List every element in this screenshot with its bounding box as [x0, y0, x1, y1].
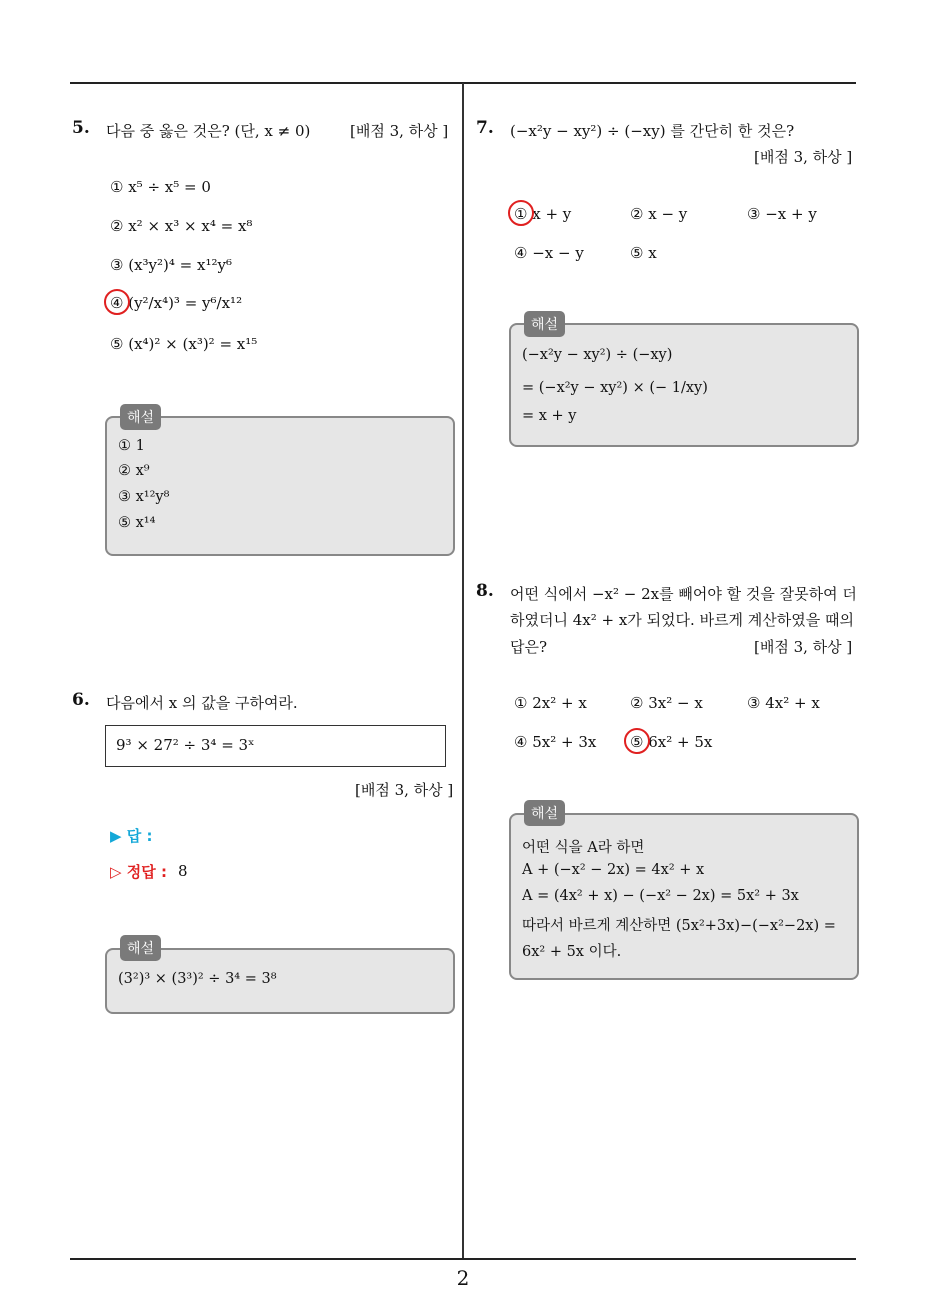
- page-number: 2: [456, 1266, 470, 1290]
- q7-solution-line-2: = (−x²y − xy²) × (− 1/xy): [522, 380, 708, 396]
- q7-text: (−x²y − xy²) ÷ (−xy) 를 간단히 한 것은?: [510, 122, 795, 140]
- q8-score: [배점 3, 하상 ]: [754, 638, 853, 656]
- q7-number: 7.: [476, 118, 494, 138]
- q8-solution-tag: 해설: [524, 800, 565, 826]
- q5-marked-answer-circle: [104, 289, 130, 315]
- q8-marked-answer-circle: [624, 728, 650, 754]
- q5-number: 5.: [72, 118, 90, 138]
- q8-text-line-2: 하였더니 4x² + x가 되었다. 바르게 계산하였을 때의: [510, 611, 855, 629]
- column-divider: [462, 83, 464, 1258]
- q6-solution-line-1: (3²)³ × (3³)² ÷ 3⁴ = 3⁸: [118, 971, 277, 987]
- q5-solution-tag: 해설: [120, 404, 161, 430]
- q8-choice-1[interactable]: ① 2x² + x: [514, 694, 587, 712]
- q6-text: 다음에서 x 의 값을 구하여라.: [106, 694, 298, 712]
- q5-solution-line-4: ⑤ x¹⁴: [118, 515, 156, 531]
- q6-solution-tag: 해설: [120, 935, 161, 961]
- q7-choice-4[interactable]: ④ −x − y: [514, 244, 584, 262]
- q6-expression: 9³ × 27² ÷ 3⁴ = 3ˣ: [116, 736, 255, 754]
- q8-number: 8.: [476, 581, 494, 601]
- q7-choice-3[interactable]: ③ −x + y: [747, 205, 817, 223]
- q6-score: [배점 3, 하상 ]: [355, 781, 454, 799]
- q7-score: [배점 3, 하상 ]: [754, 148, 853, 166]
- q7-solution-line-3: = x + y: [522, 408, 577, 424]
- q7-choice-2[interactable]: ② x − y: [630, 205, 688, 223]
- q6-correct-label: ▷ 정답 :: [110, 863, 167, 881]
- q6-number: 6.: [72, 690, 90, 710]
- q5-choice-2[interactable]: ② x² × x³ × x⁴ = x⁸: [110, 217, 253, 235]
- q7-solution-line-1: (−x²y − xy²) ÷ (−xy): [522, 347, 673, 363]
- q6-answer-label: ▶ 답 :: [110, 827, 153, 845]
- q5-choice-5[interactable]: ⑤ (x⁴)² × (x³)² = x¹⁵: [110, 335, 258, 353]
- q5-score: [배점 3, 하상 ]: [350, 122, 449, 140]
- q7-choice-1[interactable]: ① x + y: [514, 205, 572, 223]
- q8-choice-3[interactable]: ③ 4x² + x: [747, 694, 820, 712]
- q5-solution-line-3: ③ x¹²y⁸: [118, 489, 170, 505]
- q7-marked-answer-circle: [508, 200, 534, 226]
- q8-text-line-3: 답은?: [510, 638, 548, 656]
- q8-text-line-1: 어떤 식에서 −x² − 2x를 빼어야 할 것을 잘못하여 더: [510, 585, 857, 603]
- q8-solution-line-3: A = (4x² + x) − (−x² − 2x) = 5x² + 3x: [522, 888, 799, 904]
- q5-choice-1[interactable]: ① x⁵ ÷ x⁵ = 0: [110, 178, 211, 196]
- q8-solution-line-4: 따라서 바르게 계산하면 (5x²+3x)−(−x²−2x) =: [522, 918, 836, 934]
- q5-choice-3[interactable]: ③ (x³y²)⁴ = x¹²y⁶: [110, 256, 232, 274]
- q8-choice-4[interactable]: ④ 5x² + 3x: [514, 733, 597, 751]
- q8-solution-line-2: A + (−x² − 2x) = 4x² + x: [522, 862, 705, 878]
- q7-choice-5[interactable]: ⑤ x: [630, 244, 657, 262]
- q7-solution-tag: 해설: [524, 311, 565, 337]
- q5-solution-line-1: ① 1: [118, 438, 145, 454]
- q8-solution-line-1: 어떤 식을 A라 하면: [522, 840, 645, 856]
- q5-choice-4[interactable]: ④ (y²/x⁴)³ = y⁶/x¹²: [110, 294, 243, 312]
- q5-solution-box: [105, 416, 455, 556]
- q8-choice-5[interactable]: ⑤ 6x² + 5x: [630, 733, 713, 751]
- q6-correct-value: 8: [178, 862, 188, 880]
- q5-solution-line-2: ② x⁹: [118, 463, 150, 479]
- bottom-rule: [70, 1258, 856, 1260]
- q8-choice-2[interactable]: ② 3x² − x: [630, 694, 703, 712]
- q5-text: 다음 중 옳은 것은? (단, x ≠ 0): [106, 122, 311, 140]
- q8-solution-line-5: 6x² + 5x 이다.: [522, 944, 622, 960]
